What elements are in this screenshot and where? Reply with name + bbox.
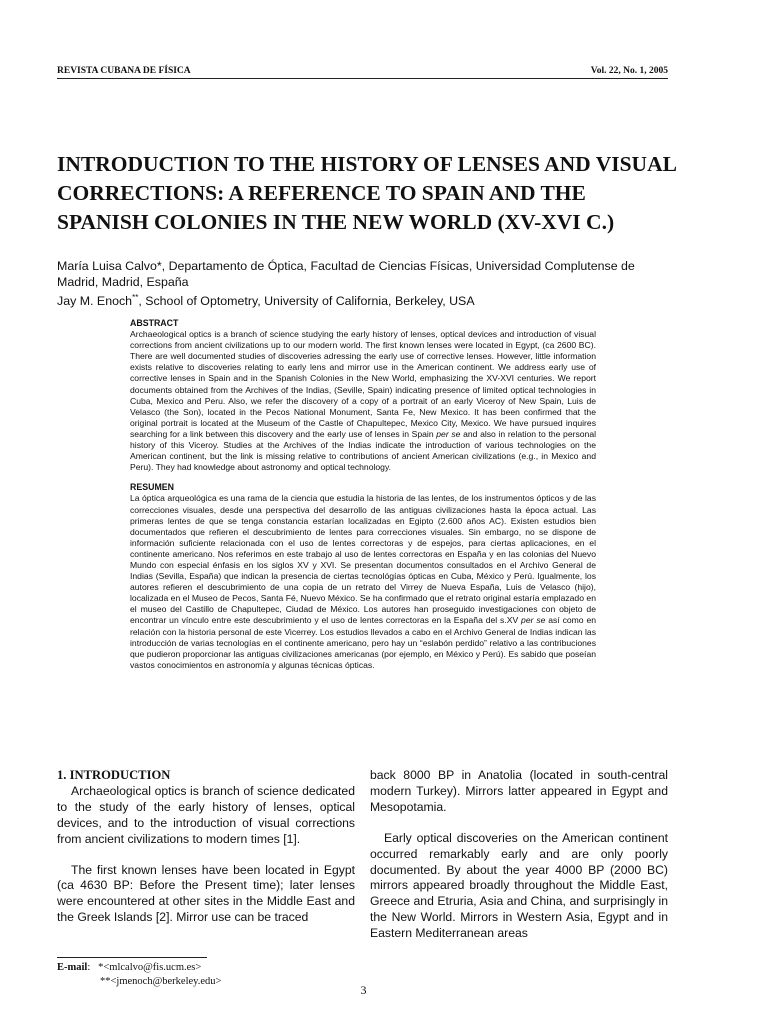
running-header — [57, 66, 668, 79]
abstract-text-part2: and also in relation to the personal history of this Viceroy. Studies at the Archives of the Indias indicate the introduction of various technologies on the American continent, but the link is missing relative to contributions of ancient American civilizations (e.g., in Mexico and Peru). They had knowledge about astronomy and optical technology. — [130, 428, 597, 473]
resumen-text-part2: así como en relación con la historia personal de este Vicerrey. Los estudios llevados a cabo en el Archivo General de Indias indican las introducción de varias tecnologías en el continente americano, pero hay un “eslabón perdido” relativo a las contribuciones que pudieron proporcionar las antiguas civilizaciones americanas (por ejemplo, en México y Perú). Es sabido que poseían vastos conocimientos en astronomía y algunas técnicas ópticas. — [130, 615, 597, 670]
resumen-italic: per se — [521, 615, 546, 626]
journal-name: REVISTA CUBANA DE FÍSICA — [57, 66, 191, 76]
left-column — [57, 768, 355, 926]
footnote-email-1: *<mlcalvo@fis.ucm.es> — [98, 962, 202, 973]
abstract-text — [130, 329, 596, 473]
intro-paragraph-2: The first known lenses have been located in Egypt (ca 4630 BP: Before the Present time); later lenses were encountered at other sites in the Middle East and the Greek Islands [2]. Mirror use can be traced — [57, 862, 355, 925]
section-heading-introduction: 1. INTRODUCTION — [57, 768, 171, 782]
author-block — [57, 258, 677, 309]
footnote-label: E-mail — [57, 962, 88, 973]
abstract-heading: ABSTRACT — [130, 318, 179, 328]
abstract-italic: per se — [436, 428, 461, 439]
right-column — [370, 768, 668, 942]
volume-info: Vol. 22, No. 1, 2005 — [590, 66, 668, 76]
footnote-email-2: **<jmenoch@berkeley.edu> — [100, 976, 222, 987]
author-mark-2: ** — [132, 293, 139, 302]
author-name-2: Jay M. Enoch — [57, 294, 133, 309]
author-affiliation-1: María Luisa Calvo*, Departamento de Óptica, Facultad de Ciencias Físicas, Universidad Complutense de Madrid, Madrid, España — [57, 259, 635, 289]
resumen-text — [130, 493, 596, 671]
author-affiliation-text-2: , School of Optometry, University of California, Berkeley, USA — [138, 294, 475, 309]
author-affiliation-2 — [57, 290, 677, 309]
intro-paragraph-2-continued: back 8000 BP in Anatolia (located in south-central modern Turkey). Mirrors latter appeared in Egypt and Mesopotamia. — [370, 768, 668, 814]
resumen-heading: RESUMEN — [130, 482, 174, 493]
article-title: INTRODUCTION TO THE HISTORY OF LENSES AND VISUAL CORRECTIONS: A REFERENCE TO SPAIN AND THE SPANISH COLONIES IN THE NEW WORLD (XV-XVI C.) — [57, 152, 676, 234]
page-number: 3 — [360, 983, 367, 997]
intro-paragraph-1: Archaeological optics is branch of science dedicated to the study of the early history of lenses, optical devices, and to the introduction of visual corrections from ancient civilizations to modern times [1]. — [57, 783, 355, 846]
resumen-text-part1: La óptica arqueológica es una rama de la ciencia que estudia la historia de las lentes, de los instrumentos ópticos y de las correcciones visuales, desde una perspectiva del desarrollo de las antiguas civilizaciones hasta la época actual. Las primeras lentes de que se tenga constancia estarían localizadas en Egipto (2.600 años AC). Existen estudios bien documentados que refieren el descubrimiento de lentes para correcciones visuales. Sin embargo, no se dispone de información suficiente relacionada con el uso de lentes correctoras y de espejos, para ciertas aplicaciones, en el continente americano. Nos referimos en este trabajo al uso de lentes correctoras en España y en las colonias del Nuevo Mundo con especial énfasis en los siglos XV y XVI. Se presentan documentos consultados en el Archivo General de Indias (Sevilla, España) que indican la presencia de ciertas tecnológías ópticas en Cuba, México y Perú. Igualmente, los autores refieren el descubrimiento de una copia de un retrato del Virrey de Nueva España, Luis de Velasco (hijo), localizada en el Museo de Pecos, Santa Fé, Nuevo México. Se ha confirmado que el retrato original estaría emplazado en el museo del Castillo de Chapultepec, Ciudad de México. Los autores han proseguido investigaciones con objeto de encontrar un vínculo entre este descubrimiento y el uso de lentes correctoras en la España del s.XV — [130, 493, 596, 626]
footnote-divider — [57, 957, 207, 958]
intro-paragraph-3: Early optical discoveries on the American continent occurred remarkably early and are only poorly documented. By about the year 4000 BP (2000 BC) mirrors appeared broadly throughout the Middle East, Greece and Etruria, Asia and China, and surprisingly in the New World. Mirrors in Western Asia, Egypt and in Eastern Mediterranean areas — [370, 830, 668, 941]
abstract-text-part1: Archaeological optics is a branch of science studying the early history of lenses, optical devices and introduction of visual corrections from ancient civilizations up to our modern world. The first known lenses were located in Egypt, (ca 2600 BC). There are well documented studies of discoveries adressing the early use of corrective lenses. However, little information exists relative to discoveries relating to early lens and mirror use in the American continent. We address early use of corrective lenses in Spain and in the Spanish Colonies in the New World, emphasizing the XV-XVI centuries. We report documents obtained from the Archives of the Indias, (Seville, Spain) indicating presence of limited optical technologies in Cuba, Mexico and Peru. Also, we refer the discovery of a copy of a portrait of an early Viceroy of New Spain, Luis de Velasco (the Son), located in the Pecos National Monument, Santa Fe, New Mexico. It has been confirmed that the original portrait is located at the Museum of the Castle of Chapultepec, Mexico City, Mexico. We have pursued inquires searching for a link between this discovery and the early use of lenses in Spain — [130, 329, 596, 439]
abstract-section — [130, 318, 596, 671]
footnotes: E-mail: *<mlcalvo@fis.ucm.es> **<jmenoch@berkeley.edu> — [57, 962, 222, 987]
